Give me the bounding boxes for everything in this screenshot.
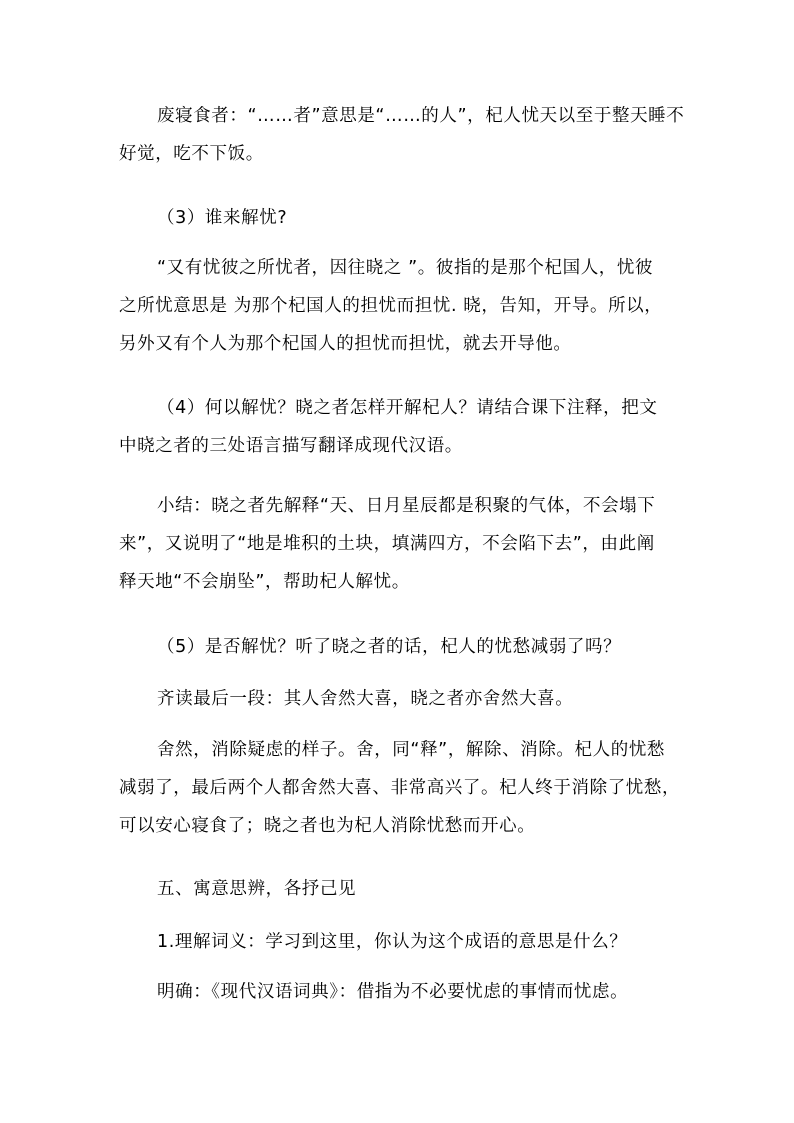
section-5-heading xyxy=(119,870,679,908)
text-line: 好觉，吃不下饭。 xyxy=(119,144,264,164)
text-line: （5）是否解忧？听了晓之者的话，杞人的忧愁减弱了吗？ xyxy=(157,637,622,657)
paragraph-she-ran xyxy=(119,731,679,845)
question-4 xyxy=(119,389,679,465)
text-line: 减弱了，最后两个人都舍然大喜、非常高兴了。杞人终于消除了忧愁， xyxy=(119,778,681,798)
question-5 xyxy=(119,628,679,666)
text-line: 小结：晓之者先解释“天、日月星辰都是积聚的气体，不会塌下 xyxy=(157,496,656,516)
text-line: 之所忧意思是 为那个杞国人的担忧而担忧. 晓，告知，开导。所以， xyxy=(119,296,663,316)
text-line: 来”，又说明了“地是堆积的土块，填满四方，不会陷下去”，由此阐 xyxy=(119,534,655,554)
paragraph-summary xyxy=(119,487,679,601)
text-line: 废寝食者：“……者”意思是“……的人”，杞人忧天以至于整天睡不 xyxy=(157,106,685,126)
text-line: 舍然，消除疑虑的样子。舍，同“释”，解除、消除。杞人的忧愁 xyxy=(157,740,666,760)
text-line: 中晓之者的三处语言描写翻译成现代汉语。 xyxy=(119,436,463,456)
paragraph-clarify xyxy=(119,973,679,1011)
text-line: （4）何以解忧？晓之者怎样开解杞人？请结合课下注释，把文 xyxy=(157,398,658,418)
text-line: 五、寓意思辨，各抒己见 xyxy=(157,879,357,899)
text-line: 1.理解词义：学习到这里，你认为这个成语的意思是什么？ xyxy=(157,932,628,952)
paragraph-fei-qin-shi xyxy=(119,97,685,173)
text-line: 明确：《现代汉语词典》：借指为不必要忧虑的事情而忧虑。 xyxy=(157,982,629,1002)
text-line: 另外又有个人为那个杞国人的担忧而担忧，就去开导他。 xyxy=(119,334,572,354)
question-3-heading xyxy=(119,199,679,237)
text-line: （3）谁来解忧? xyxy=(157,208,288,228)
paragraph-you-bi xyxy=(119,249,679,363)
text-line: 齐读最后一段：其人舍然大喜，晓之者亦舍然大喜。 xyxy=(157,689,574,709)
text-line: 可以安心寝食了；晓之者也为杞人消除忧愁而开心。 xyxy=(119,816,536,836)
text-line: “又有忧彼之所忧者，因往晓之 ”。彼指的是那个杞国人，忧彼 xyxy=(157,258,654,278)
question-understand-meaning xyxy=(119,923,679,961)
text-line: 释天地“不会崩坠”，帮助杞人解忧。 xyxy=(119,572,410,592)
paragraph-read-aloud xyxy=(119,680,679,718)
